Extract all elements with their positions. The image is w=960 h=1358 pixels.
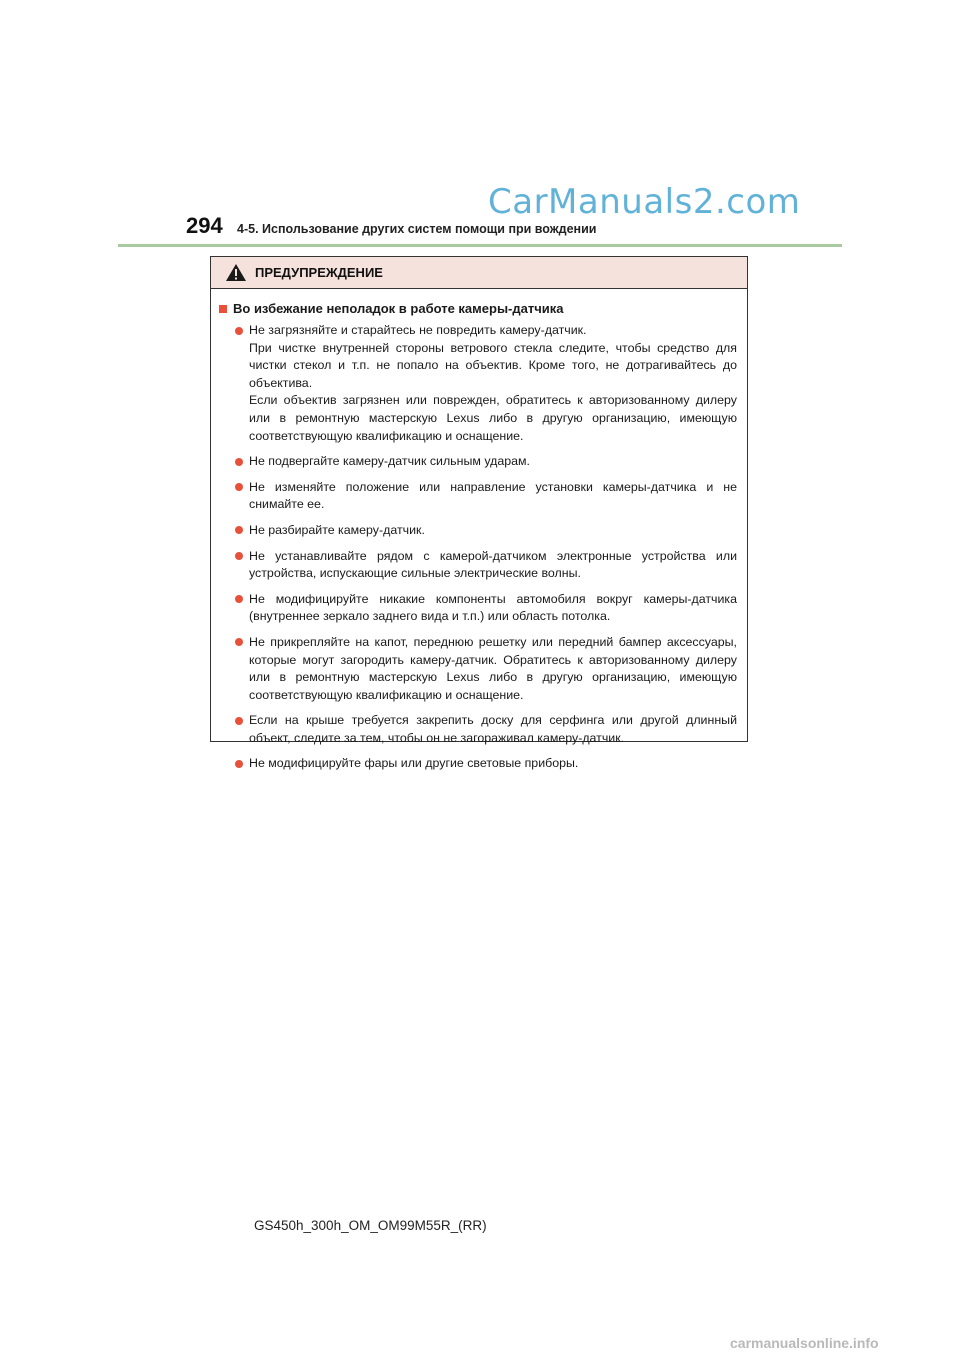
warning-header — [211, 257, 747, 289]
list-item-paragraph: Не изменяйте положение или направление установки камеры-датчика и не снимайте ее. — [249, 479, 737, 512]
list-item-paragraph: Не подвергайте камеру-датчик сильным ударам. — [249, 454, 530, 469]
list-item-paragraph: Не прикрепляйте на капот, переднюю решетку или передний бампер аксессуары, которые могут загородить камеру-датчик. Обратитесь к авторизованному дилеру или в ремонтную мастерскую Lexus либо в другую организацию, имеющую соответствующую квалификацию и оснащение. — [249, 634, 737, 702]
round-bullet-icon — [235, 526, 243, 534]
square-bullet-icon — [219, 305, 227, 313]
round-bullet-icon — [235, 458, 243, 466]
list-item — [219, 591, 737, 626]
list-item — [219, 322, 737, 445]
list-item-paragraph: Если объектив загрязнен или поврежден, обратитесь к авторизованному дилеру или в ремонтную мастерскую Lexus либо в другую организацию, имеющую соответствующую квалификацию и оснащение. — [249, 393, 737, 443]
list-item-text — [249, 712, 737, 747]
header-divider — [118, 244, 842, 247]
list-item-text — [249, 479, 737, 514]
list-item-text — [249, 322, 737, 445]
page-number: 294 — [186, 213, 223, 238]
warning-triangle-icon — [225, 263, 247, 282]
list-item — [219, 755, 737, 773]
round-bullet-icon — [235, 327, 243, 335]
document-code: GS450h_300h_OM_OM99M55R_(RR) — [254, 1218, 487, 1233]
round-bullet-icon — [235, 717, 243, 725]
list-item — [219, 548, 737, 583]
subheading-text: Во избежание неполадок в работе камеры-датчика — [233, 301, 564, 316]
list-item-text — [249, 548, 737, 583]
list-item — [219, 479, 737, 514]
list-item — [219, 712, 737, 747]
round-bullet-icon — [235, 483, 243, 491]
list-item-paragraph: Не устанавливайте рядом с камерой-датчиком электронные устройства или устройства, испускающие сильные электрические волны. — [249, 548, 737, 581]
round-bullet-icon — [235, 638, 243, 646]
list-item — [219, 634, 737, 704]
warning-subheading — [219, 301, 737, 316]
list-item-paragraph: Если на крыше требуется закрепить доску для серфинга или другой длинный объект, следите за тем, чтобы он не загораживал камеру-датчик. — [249, 713, 737, 745]
list-item-text — [249, 634, 737, 704]
list-item-paragraph: Не модифицируйте фары или другие световые приборы. — [249, 756, 579, 771]
list-item-paragraph: При чистке внутренней стороны ветрового стекла следите, чтобы средство для чистки стекол и т.п. не попало на объектив. Кроме того, не дотрагивайтесь до объектива. — [249, 340, 737, 390]
list-item — [219, 522, 737, 540]
round-bullet-icon — [235, 595, 243, 603]
list-item-paragraph: Не разбирайте камеру-датчик. — [249, 522, 425, 537]
list-item — [219, 453, 737, 471]
warning-body — [211, 289, 747, 773]
watermark-logo: CarManuals2.com — [488, 182, 801, 222]
warning-list — [219, 322, 737, 773]
warning-title: ПРЕДУПРЕЖДЕНИЕ — [255, 265, 383, 280]
round-bullet-icon — [235, 552, 243, 560]
list-item-paragraph: Не загрязняйте и старайтесь не повредить камеру-датчик. — [249, 323, 587, 337]
list-item-text — [249, 755, 737, 773]
list-item-text — [249, 522, 737, 540]
warning-box — [210, 256, 748, 771]
list-item-paragraph: Не модифицируйте никакие компоненты автомобиля вокруг камеры-датчика (внутреннее зеркало заднего вида и т.п.) или область потолка. — [249, 591, 737, 624]
section-title: 4-5. Использование других систем помощи при вождении — [237, 222, 597, 236]
round-bullet-icon — [235, 760, 243, 768]
footer-watermark: carmanualsonline.info — [730, 1335, 879, 1351]
list-item-text — [249, 453, 737, 471]
list-item-text — [249, 591, 737, 626]
